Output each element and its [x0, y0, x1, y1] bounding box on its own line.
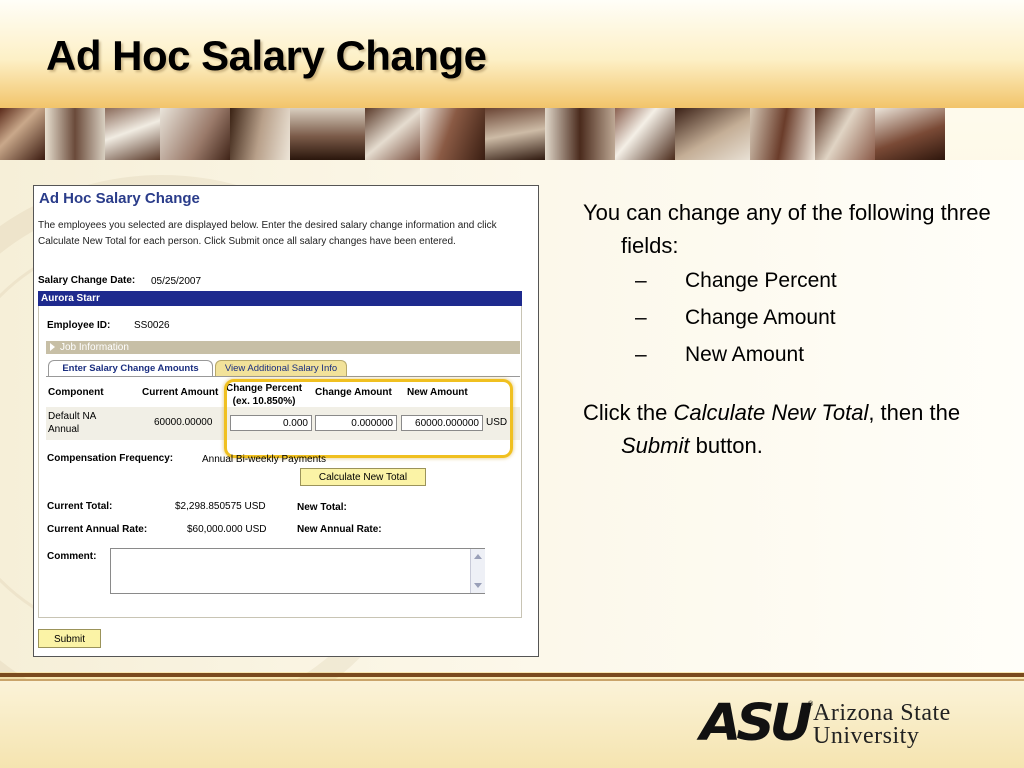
- column-header-component: Component: [48, 387, 104, 398]
- dash: –: [635, 306, 647, 329]
- calculate-new-total-button[interactable]: Calculate New Total: [300, 468, 426, 486]
- emphasis-calculate: Calculate New Total: [673, 400, 869, 425]
- comment-textarea[interactable]: [110, 548, 485, 594]
- employee-name-header: Aurora Starr: [38, 291, 522, 306]
- editable-fields-highlight: [224, 379, 513, 458]
- text: Click the: [583, 400, 674, 425]
- change-percent-line2: (ex. 10.850%): [232, 396, 296, 407]
- scroll-down-icon[interactable]: [474, 583, 482, 588]
- dash: –: [635, 269, 647, 292]
- new-annual-rate-label: New Annual Rate:: [297, 524, 382, 535]
- row-component-line2: Annual: [48, 424, 80, 435]
- emphasis-submit: Submit: [621, 433, 690, 458]
- bullet-text: [583, 196, 1003, 462]
- salary-change-date-value: 05/25/2007: [151, 276, 202, 287]
- campus-photo-strip: [0, 108, 1024, 162]
- asu-logo: [700, 694, 1000, 753]
- current-total-label: Current Total:: [47, 501, 113, 512]
- footer-rule: [0, 673, 1024, 677]
- bullet-field-change-amount: [583, 299, 1003, 336]
- current-annual-rate-label: Current Annual Rate:: [47, 524, 148, 535]
- change-percent-line1: Change Percent: [226, 383, 303, 394]
- comment-scrollbar[interactable]: [470, 549, 485, 593]
- instructions-text: The employees you selected are displayed below. Enter the desired salary change information and click Calculate New Total for each person. Click Submit once all salary changes have been entered.: [38, 220, 497, 247]
- registered-mark: ®: [808, 701, 814, 708]
- scroll-up-icon[interactable]: [474, 554, 482, 559]
- new-total-label: New Total:: [297, 502, 347, 513]
- row-component-line1: Default NA: [48, 411, 97, 422]
- change-amount-input[interactable]: 0.000000: [315, 415, 397, 431]
- employee-id-label: Employee ID:: [47, 320, 111, 331]
- submit-button[interactable]: Submit: [38, 629, 101, 648]
- tab-enter-salary-change-amounts[interactable]: Enter Salary Change Amounts: [48, 360, 213, 377]
- row-currency: USD: [486, 417, 508, 428]
- current-total-value: $2,298.850575 USD: [175, 501, 266, 512]
- bullet-field-change-percent: [583, 262, 1003, 299]
- salary-change-date-label: Salary Change Date:: [38, 275, 136, 286]
- text: , then the: [868, 400, 961, 425]
- compensation-frequency-value: Annual Bi-weekly Payments: [202, 454, 326, 465]
- column-header-new-amount: New Amount: [407, 387, 468, 398]
- asu-logo-name-line2: University: [813, 723, 920, 749]
- ad-hoc-salary-change-screenshot: [33, 185, 539, 657]
- expand-triangle-icon: [50, 343, 55, 351]
- field-label: Change Percent: [685, 269, 837, 292]
- slide-title: Ad Hoc Salary Change: [46, 32, 487, 79]
- asu-logo-name-line1: Arizona State: [813, 700, 951, 726]
- comment-label: Comment:: [47, 551, 97, 562]
- bullet-instruction: [583, 396, 1003, 462]
- tab-view-additional-salary-info[interactable]: View Additional Salary Info: [215, 360, 347, 376]
- bullet-field-new-amount: [583, 336, 1003, 373]
- job-information-expander[interactable]: [46, 341, 520, 354]
- field-label: New Amount: [685, 343, 805, 366]
- text: button.: [689, 433, 763, 458]
- compensation-frequency-label: Compensation Frequency:: [47, 453, 174, 464]
- change-percent-input[interactable]: 0.000: [230, 415, 312, 431]
- asu-logo-mark: ASU: [700, 694, 808, 753]
- row-current-amount: 60000.00000: [154, 417, 213, 428]
- tab-divider: [46, 376, 520, 377]
- page-title: Ad Hoc Salary Change: [39, 190, 200, 207]
- column-header-current-amount: Current Amount: [142, 387, 219, 398]
- job-information-label: Job Information: [60, 342, 129, 353]
- row-component: [48, 410, 96, 436]
- current-annual-rate-value: $60,000.000 USD: [187, 524, 267, 535]
- new-amount-input[interactable]: 60000.000000: [401, 415, 483, 431]
- column-header-change-amount: Change Amount: [315, 387, 392, 398]
- dash: –: [635, 343, 647, 366]
- employee-id-value: SS0026: [134, 320, 170, 331]
- field-label: Change Amount: [685, 306, 836, 329]
- bullet-intro: You can change any of the following three fields:: [583, 200, 991, 258]
